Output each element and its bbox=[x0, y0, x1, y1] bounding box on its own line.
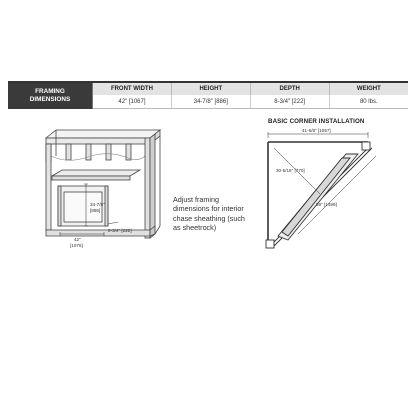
value-weight: 80 lbs. bbox=[329, 95, 408, 109]
depth-dimension-label: 8-3/4" [222] bbox=[108, 228, 132, 233]
value-front-width: 42" [1067] bbox=[93, 95, 172, 109]
height-dimension-mm: [886] bbox=[90, 208, 101, 213]
col-height: HEIGHT bbox=[171, 83, 250, 95]
framing-dimensions-table bbox=[8, 83, 408, 109]
col-front-width: FRONT WIDTH bbox=[93, 83, 172, 95]
framing-diagram bbox=[38, 126, 170, 250]
width-dimension-mm: [1076] bbox=[70, 243, 83, 248]
header-line-2: DIMENSIONS bbox=[29, 95, 71, 103]
col-depth: DEPTH bbox=[250, 83, 329, 95]
header-line-1: FRAMING bbox=[35, 87, 65, 95]
col-weight: WEIGHT bbox=[329, 83, 408, 95]
framing-dimensions-header bbox=[8, 83, 93, 109]
value-depth: 8-3/4" [222] bbox=[250, 95, 329, 109]
corner-top-dimension: 41-5/8" [1057] bbox=[302, 128, 331, 133]
corner-side-dimension: 30-5/16" [770] bbox=[276, 168, 305, 173]
framing-note: Adjust framing dimensions for interior chase sheathing (such as sheetrock) bbox=[173, 195, 245, 233]
corner-diagonal-dimension: 59" [1499] bbox=[316, 202, 337, 207]
width-dimension-label: 42" bbox=[74, 237, 81, 242]
corner-installation-title: BASIC CORNER INSTALLATION bbox=[268, 118, 365, 125]
corner-installation-diagram bbox=[258, 124, 382, 256]
value-height: 34-7/8" [886] bbox=[171, 95, 250, 109]
height-dimension-label: 34-7/8" bbox=[90, 202, 105, 207]
